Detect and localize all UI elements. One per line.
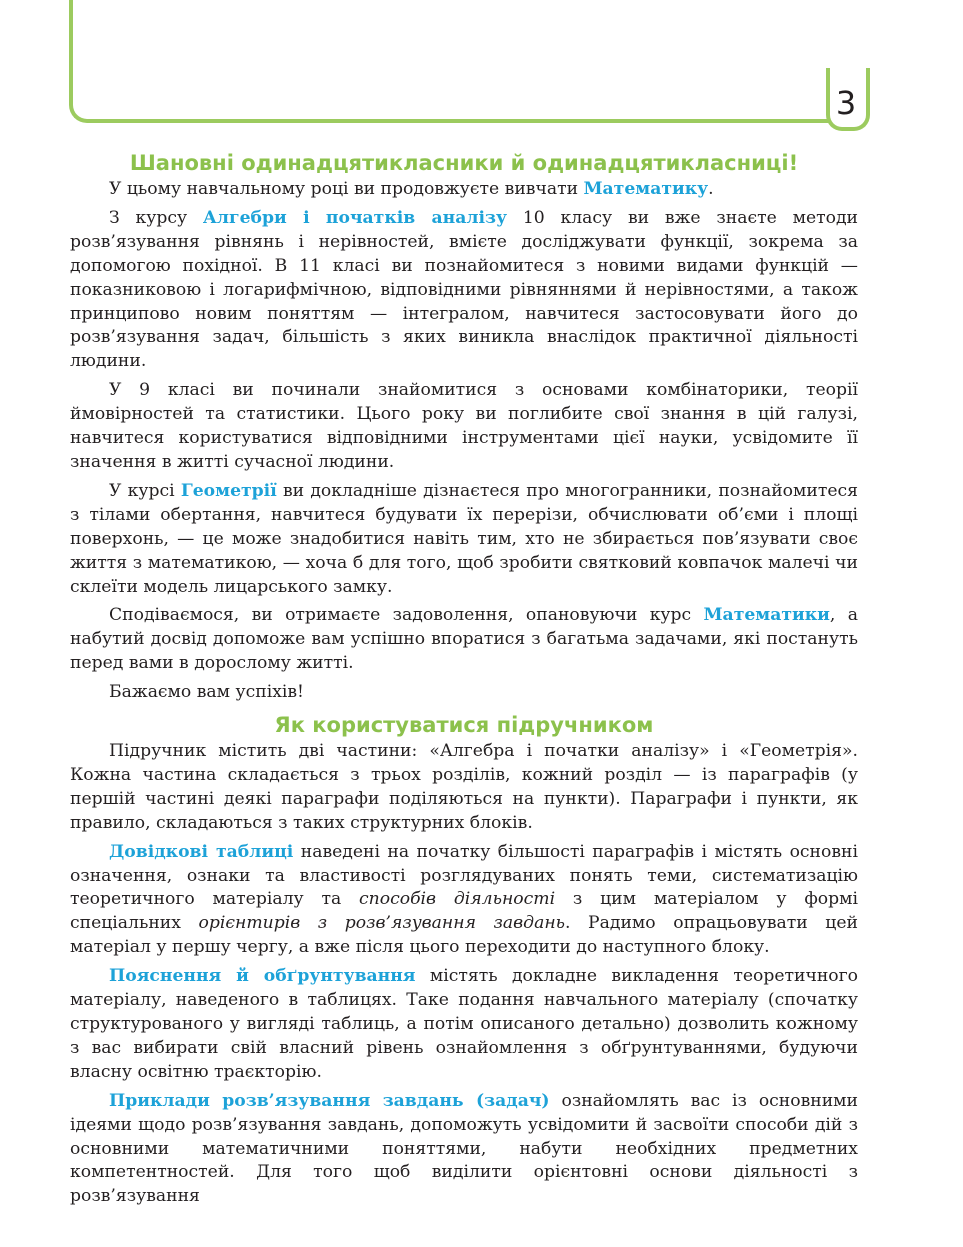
greeting-paragraph-3: У 9 класі ви починали знайомитися з основами комбінаторики, теорії ймовірностей та статистики. Цього року ви поглибите свої знання в цій галузі, навчитеся користуватися відповідними інструментами цієї науки, усвідомите її значення в житті сучасної людини. — [70, 380, 858, 472]
greeting-paragraph-2: З курсу Алгебри і початків аналізу 10 класу ви вже знаєте методи розв’язування рівнянь і нерівностей, вмієте досліджувати функції, зокрема за допомогою похідної. В 11 класі ви познайомитеся з новими видами функцій — показниковою і логарифмічною, відповідними рівняннями й нерівностями, а також принципово новим поняттям — інтегралом, навчитеся застосовувати його до розв’язування задач, більшість з яких виникла внаслідок практичної діяльності людини. — [70, 207, 859, 372]
greeting-paragraph-6: Бажаємо вам успіхів! — [109, 682, 304, 703]
highlight-term: Математику — [583, 179, 709, 199]
greeting-paragraph-4: У курсі Геометрії ви докладніше дізнаєтеся про многогранники, познайомитеся з тілами обертання, навчитеся будувати їх перерізи, обчислювати об’єми і площі поверхонь, — це може знадобитися навіть тим, хто не збирається пов’язувати своє життя з математикою, — хоча б для того, щоб зробити святковий ковпачок малечі чи склеїти модель лицарського замку. — [70, 480, 859, 597]
italic-term: способів діяльності — [359, 889, 556, 910]
page-content — [70, 148, 858, 1214]
page-header-frame — [69, 0, 866, 123]
howto-paragraph-1: Підручник містить дві частини: «Алгебра і початки аналізу» і «Геометрія». Кожна частина складається з трьох розділів, кожний розділ — із параграфів (у першій частині деякі параграфи поділяються на пункти). Параграфи і пункти, як правило, складаються з таких структурних блоків. — [70, 741, 858, 833]
italic-term: орієнтирів з розв’язування завдань — [198, 913, 565, 934]
howto-heading: Як користуватися підручником — [274, 713, 654, 738]
greeting-heading: Шановні одинадцятикласники й одинадцятикласниці! — [129, 151, 799, 175]
highlight-term: Математики — [703, 605, 830, 626]
howto-paragraph-3: Пояснення й обґрунтування містять докладне викладення теоретичного матеріалу, наведеного в таблицях. Таке подання навчального матеріалу (спочатку структурованого у вигляді таблиць, а потім описаного детально) дозволить кожному з вас вибирати свій власний рівень ознайомлення з обґрунтуваннями, будуючи власну освітню траєкторію. — [70, 966, 859, 1082]
howto-paragraph-4: Приклади розв’язування завдань (задач) ознайомлять вас із основними ідеями щодо розв’язування завдань, допоможуть усвідомити й засвоїти способи дій з основними математичними поняттями, набути необхідних предметних компетентностей. Для того щоб виділити орієнтовні основи діяльності з розв’язування — [70, 1090, 859, 1207]
greeting-paragraph-5: Сподіваємося, ви отримаєте задоволення, опановуючи курс Математики, а набутий досвід допоможе вам успішно впоратися з багатьма задачами, які постануть перед вами в дорослому житті. — [70, 605, 858, 674]
highlight-term: Приклади розв’язування завдань (задач) — [109, 1090, 550, 1111]
highlight-term: Алгебри і початків аналізу — [202, 207, 508, 228]
howto-paragraph-2: Довідкові таблиці наведені на початку більшості параграфів і містять основні означення, ознаки та властивості розглядуваних понять теми, систематизацію теоретичного матеріалу та способів діяльності з цим матеріалом у формі спеціальних орієнтирів з розв’язування завдань. Радимо опрацьовувати цей матеріал у першу чергу, а вже після цього переходити до наступного блоку. — [70, 841, 858, 958]
highlight-term: Довідкові таблиці — [109, 841, 294, 862]
highlight-term: Пояснення й обґрунтування — [109, 966, 416, 987]
greeting-paragraph-1: У цьому навчальному році ви продовжуєте вивчати Математику. — [109, 179, 714, 199]
highlight-term: Геометрії — [180, 480, 277, 501]
page-number: 3 — [835, 84, 857, 122]
